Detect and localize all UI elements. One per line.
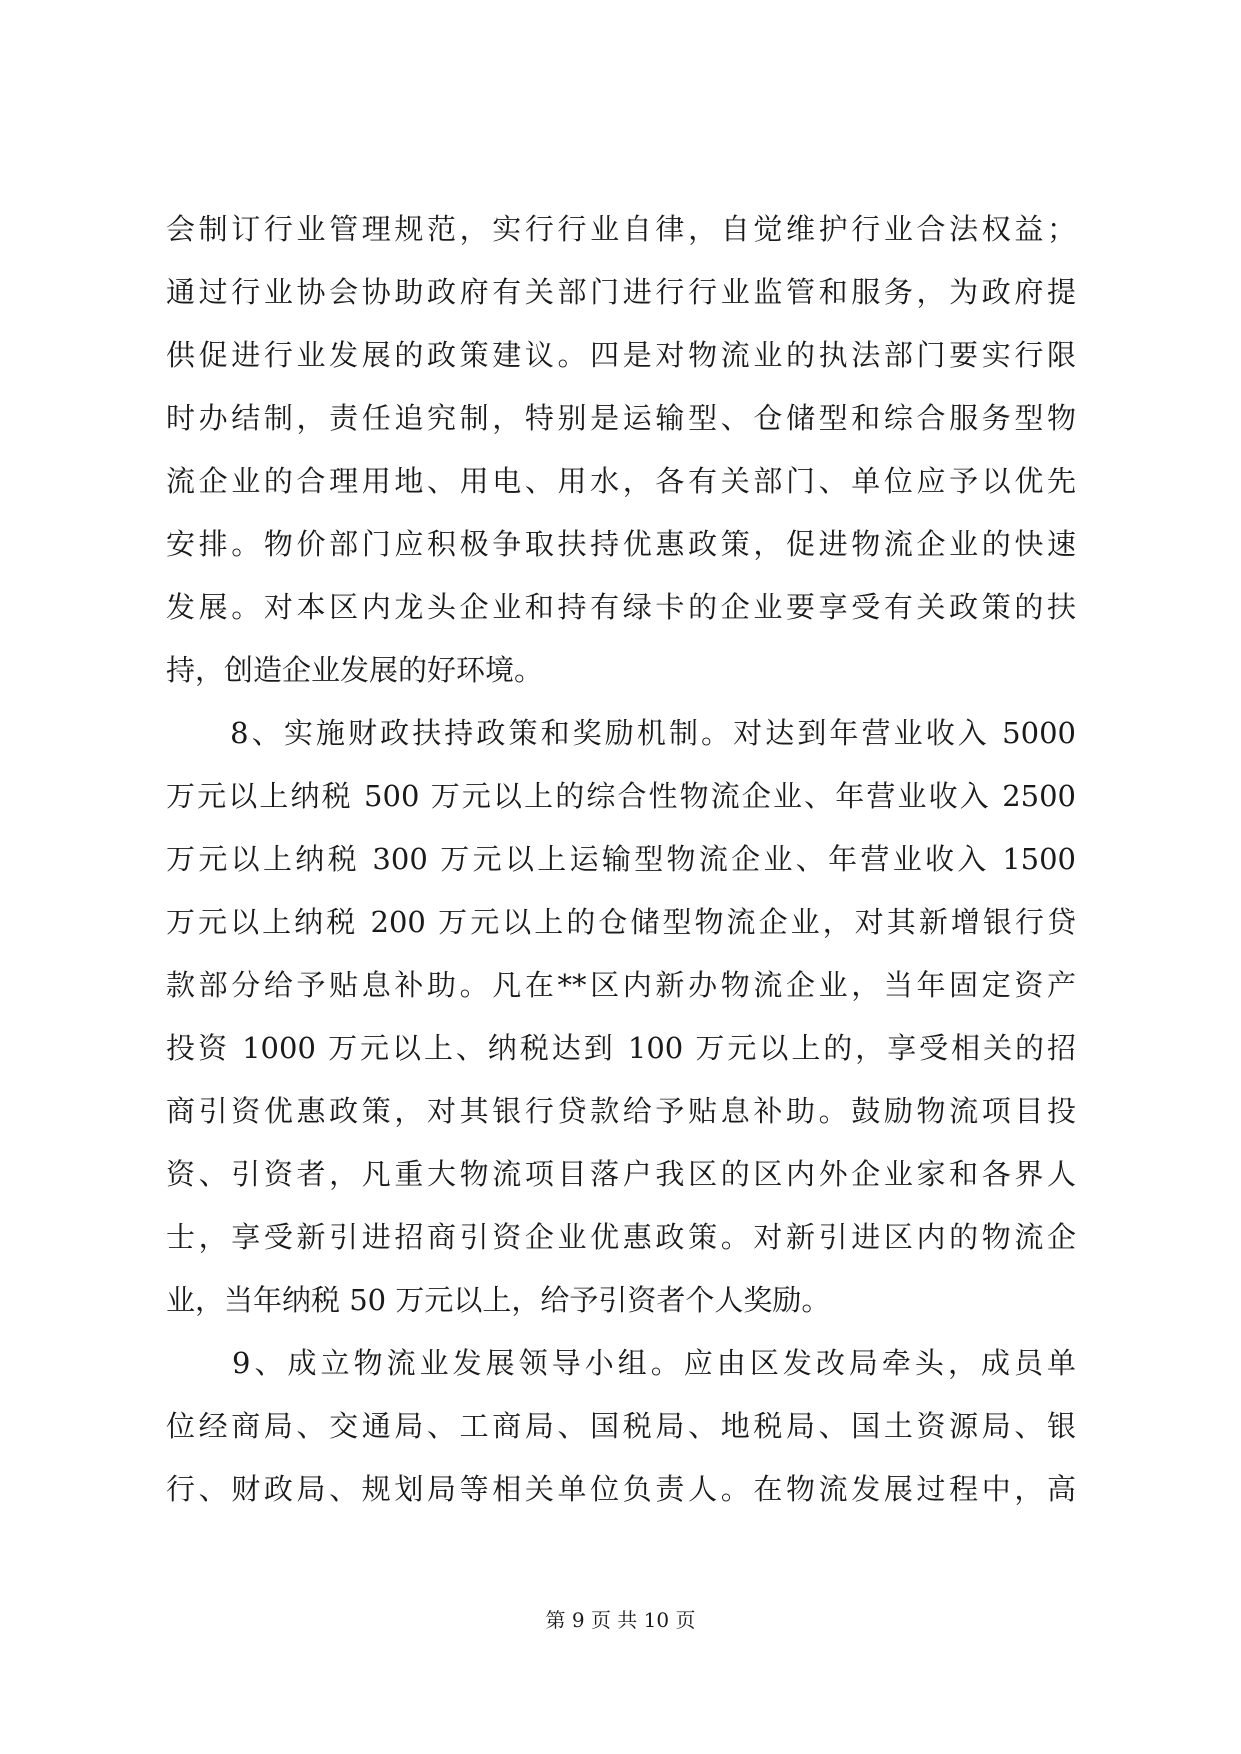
- text-line: 发展。对本区内龙头企业和持有绿卡的企业要享受有关政策的扶: [166, 590, 1076, 624]
- text-line: 流企业的合理用地、用电、用水，各有关部门、单位应予以优先: [166, 464, 1076, 498]
- text-line: 资、引资者，凡重大物流项目落户我区的区内外企业家和各界人: [166, 1157, 1076, 1191]
- text-line: 通过行业协会协助政府有关部门进行行业监管和服务，为政府提: [166, 275, 1076, 309]
- text-line: 款部分给予贴息补助。凡在**区内新办物流企业，当年固定资产: [166, 968, 1076, 1002]
- text-line: 行、财政局、规划局等相关单位负责人。在物流发展过程中，高: [166, 1472, 1076, 1506]
- text-line: 万元以上纳税 200 万元以上的仓储型物流企业，对其新增银行贷: [166, 905, 1076, 939]
- text-line: 会制订行业管理规范，实行行业自律，自觉维护行业合法权益；: [166, 212, 1076, 246]
- text-line: 时办结制，责任追究制，特别是运输型、仓储型和综合服务型物: [166, 401, 1076, 435]
- text-line: 投资 1000 万元以上、纳税达到 100 万元以上的，享受相关的招: [166, 1031, 1076, 1065]
- text-line: 位经商局、交通局、工商局、国税局、地税局、国土资源局、银: [166, 1409, 1076, 1443]
- text-line: 9、成立物流业发展领导小组。应由区发改局牵头，成员单: [166, 1346, 1076, 1380]
- text-line: 持，创造企业发展的好环境。: [166, 653, 544, 687]
- text-line: 万元以上纳税 300 万元以上运输型物流企业、年营业收入 1500: [166, 842, 1076, 876]
- text-line: 供促进行业发展的政策建议。四是对物流业的执法部门要实行限: [166, 338, 1076, 372]
- text-line: 商引资优惠政策，对其银行贷款给予贴息补助。鼓励物流项目投: [166, 1094, 1076, 1128]
- text-line: 士，享受新引进招商引资企业优惠政策。对新引进区内的物流企: [166, 1220, 1076, 1254]
- text-line: 安排。物价部门应积极争取扶持优惠政策，促进物流企业的快速: [166, 527, 1076, 561]
- text-line: 8、实施财政扶持政策和奖励机制。对达到年营业收入 5000: [166, 716, 1076, 750]
- page-footer: 第 9 页 共 10 页: [545, 1608, 696, 1632]
- text-line: 万元以上纳税 500 万元以上的综合性物流企业、年营业收入 2500: [166, 779, 1076, 813]
- document-body: [166, 198, 1076, 1521]
- text-line: 业，当年纳税 50 万元以上，给予引资者个人奖励。: [166, 1283, 831, 1317]
